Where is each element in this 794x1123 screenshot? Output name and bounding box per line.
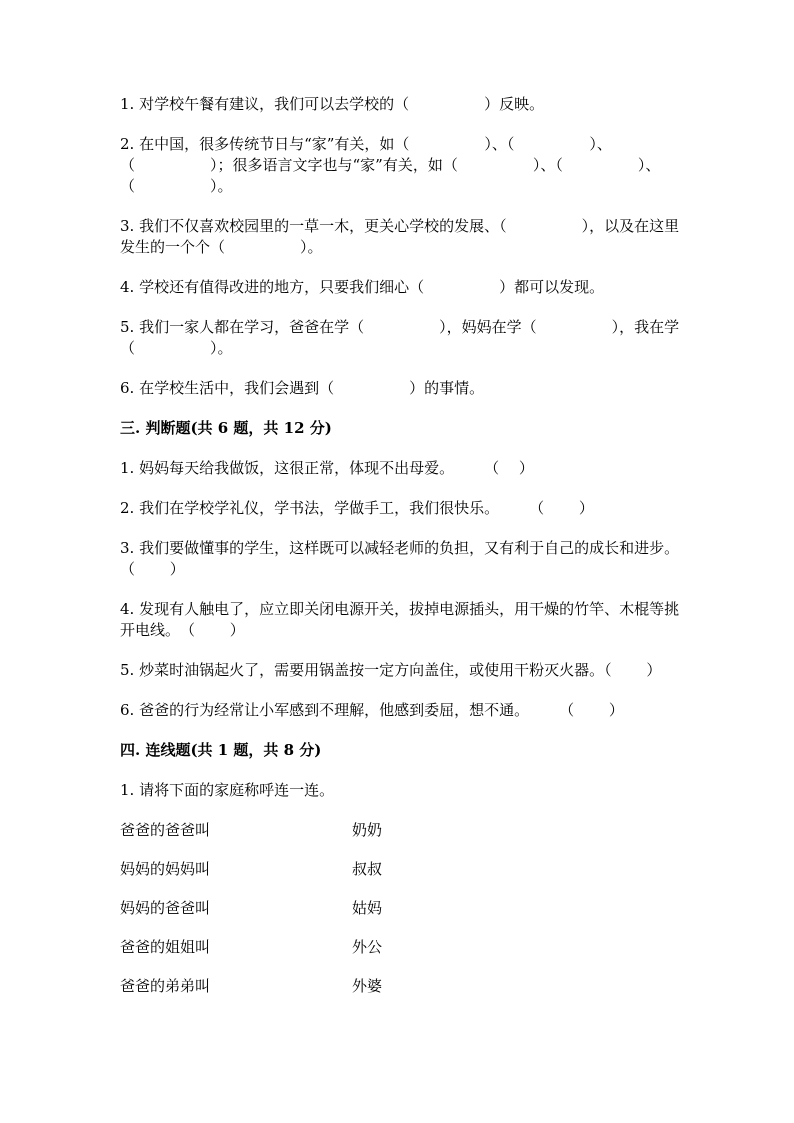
judgment-question-5: 5. 炒菜时油锅起火了，需要用锅盖按一定方向盖住，或使用干粉灭火器。（ ） <box>120 661 662 679</box>
fill-blank-question-4: 4. 学校还有值得改进的地方，只要我们细心（ ）都可以发现。 <box>120 278 605 296</box>
matching-grid <box>120 820 680 997</box>
matching-right-item: 外婆 <box>352 977 383 995</box>
matching-left-item: 妈妈的妈妈叫 <box>120 860 211 878</box>
judgment-question-6: 6. 爸爸的行为经常让小军感到不理解，他感到委屈，想不通。 （ ） <box>120 701 624 719</box>
judgment-question-4: 4. 发现有人触电了，应立即关闭电源开关，拔掉电源插头，用干燥的竹竿、木棍等挑开电线。 （ ） <box>120 600 680 639</box>
matching-section-title: 四. 连线题(共 1 题，共 8 分) <box>120 741 322 759</box>
worksheet-page <box>120 94 680 997</box>
matching-prompt: 1. 请将下面的家庭称呼连一连。 <box>120 781 335 799</box>
matching-left-item: 爸爸的姐姐叫 <box>120 938 211 956</box>
fill-blank-question-5: 5. 我们一家人都在学习，爸爸在学（ ），妈妈在学（ ），我在学（ ）。 <box>120 318 680 357</box>
fill-blank-question-1: 1. 对学校午餐有建议，我们可以去学校的（ ）反映。 <box>120 95 545 113</box>
fill-blank-question-6: 6. 在学校生活中，我们会遇到（ ）的事情。 <box>120 379 485 397</box>
judgment-question-1: 1. 妈妈每天给我做饭，这很正常，体现不出母爱。 （ ） <box>120 459 534 477</box>
fill-blank-question-3: 3. 我们不仅喜欢校园里的一草一木，更关心学校的发展、（ ），以及在这里发生的一个个（ ）。 <box>120 217 680 256</box>
judgment-section-title: 三. 判断题(共 6 题，共 12 分) <box>120 419 332 437</box>
judgment-question-2: 2. 我们在学校学礼仪，学书法，学做手工，我们很快乐。 （ ） <box>120 499 594 517</box>
matching-right-item: 叔叔 <box>352 860 383 878</box>
matching-left-item: 爸爸的弟弟叫 <box>120 977 211 995</box>
fill-blank-question-2: 2. 在中国，很多传统节日与“家”有关，如（ ）、（ ）、（ ）；很多语言文字也与“家”有关，如（ ）、（ ）、（ ）。 <box>120 135 661 195</box>
matching-left-item: 爸爸的爸爸叫 <box>120 821 211 839</box>
matching-right-item: 奶奶 <box>352 821 383 839</box>
judgment-question-3: 3. 我们要做懂事的学生，这样既可以减轻老师的负担，又有利于自己的成长和进步。（ ） <box>120 539 680 578</box>
matching-left-item: 妈妈的爸爸叫 <box>120 899 211 917</box>
matching-right-item: 姑妈 <box>352 899 383 917</box>
matching-right-item: 外公 <box>352 938 383 956</box>
